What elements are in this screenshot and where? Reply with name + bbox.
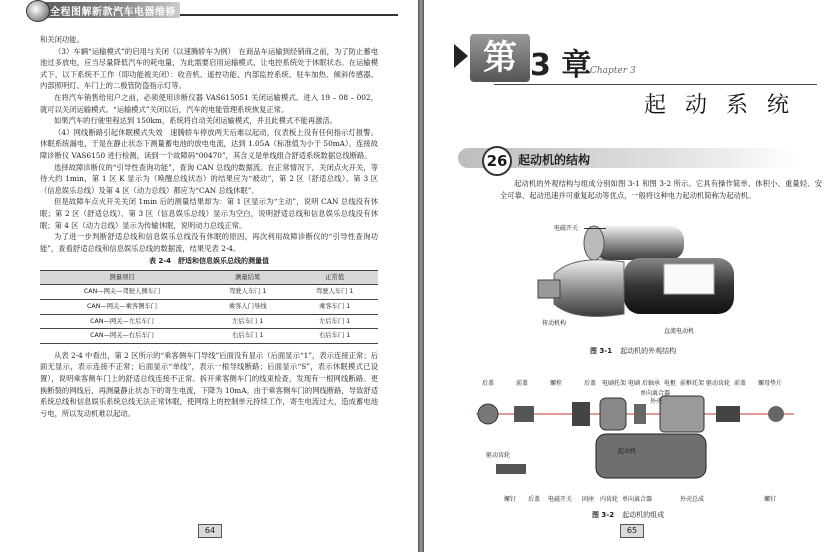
- fig-label: 驱动齿轮: [706, 380, 731, 387]
- section-number: 26: [482, 146, 512, 176]
- table-cell: 驾驶人车门 1: [204, 285, 291, 300]
- figure-caption-text: 起动机的组成: [622, 511, 665, 519]
- fig-label: 螺母垫片: [758, 380, 783, 387]
- chapter-title: 起 动 系 统: [644, 93, 795, 118]
- paragraph: 如果汽车的行驶里程达到 150km，系统将自动关闭运输模式，并且此模式不能再激活。: [54, 116, 337, 126]
- table-header: 测量结果: [204, 270, 291, 285]
- fig-label: 内齿轮: [600, 496, 619, 503]
- fig-label: 前盖: [516, 380, 529, 387]
- paragraph: 选择故障诊断仪的“引导性查询功能”，查询 CAN 总线的数据流。在正常情况下，关闭点火开关，等待大约 1min，第 1 区 K 显示为（唤醒总线状态）的结果应为“被动”，第 2 区（舒适总线）、第 3 区（信息娱乐总线）及第 4 区（动力总线）都应为“CAN 总线休眠”。: [40, 162, 378, 195]
- table-header: 正常值: [291, 270, 378, 285]
- frame-part: [660, 396, 704, 432]
- paragraph: 从表 2-4 中看出，第 2 区所示的“乘客侧车门导线”后面没有显示（后面显示“1”，表示连接正常；后面无显示，表示连接不正常；后面显示“单线”，表示一根导线断路；后面显示“S”，表示休眠模式已设置），说明乘客侧车门上的舒适总线连接不正常。拆开乘客侧车门的线束检查，发现有一根网线断路。更换断裂的网线后，再测量静止状态下的寄生电流，下降为 10mA。由于乘客侧车门的网线断路，导致舒适系统总线和信息娱乐系统总线无法正常休眠，使网络上的控制单元持续工作，寄生电流过大，造成蓄电池亏电，所以发动机难以起动。: [40, 350, 378, 418]
- fig-label: 前框托架: [680, 380, 705, 387]
- figure-caption: [592, 510, 664, 520]
- fig-label: 后盖: [482, 380, 495, 387]
- left-page: [0, 0, 418, 552]
- fig-label: 单向离合器: [640, 390, 671, 397]
- running-header: [0, 0, 418, 22]
- header-rule: [180, 14, 398, 16]
- table-cell: 乘客人门导线: [204, 300, 291, 315]
- fig-label: 前盖: [734, 380, 747, 387]
- table-cell: 右后车门 1: [291, 329, 378, 344]
- solenoid-body: [594, 226, 684, 260]
- fig-label: 外壳总成: [680, 496, 705, 503]
- fig-label: 螺钉: [504, 496, 517, 503]
- fig-label: 螺栓: [550, 380, 563, 387]
- table-cell: CAN—网关—驾驶人侧车门: [40, 285, 204, 300]
- left-body-text: [40, 34, 378, 419]
- paragraph: 和关闭功能。: [40, 35, 84, 44]
- solenoid-end: [584, 226, 604, 260]
- car-logo-icon: [26, 0, 50, 22]
- chapter-rule: [494, 84, 817, 85]
- figure-caption-text: 起动机的外观结构: [620, 347, 677, 355]
- paragraph: 在将汽车销售给用户之前，必须使用诊断仪器 VAS615051 关闭运输模式。进入 19 – 08 – 002，就可以关闭运输模式。“运输模式”关闭以后，汽车的电能管理系统恢复正常。: [40, 92, 378, 114]
- fig-label: 传动机构: [542, 320, 567, 327]
- paragraph: 但是故障车点火开关关闭 1min 后的测量结果却为：第 1 区显示为“主动”，说明 CAN 总线没有休眠；第 2 区（舒适总线）、第 3 区（信息娱乐总线）显示为空白，说明舒适总线和信息娱乐总线没有休眠；第 4 区（动力总线）显示为传输休眠，说明动力总线正常。: [40, 197, 378, 230]
- table-cell: 乘客车门 1: [291, 300, 378, 315]
- section-title: 起动机的结构: [518, 153, 591, 167]
- paragraph: 为了进一步判断舒适总线和信息娱乐总线没有休眠的原因，再次利用故障诊断仪的“引导性查询功能”，查看舒适总线和信息娱乐总线的数据流，结果见表 2-4。: [40, 232, 378, 253]
- paragraph: （3）车辆“运输模式”的启用与关闭（以速腾轿车为例） 在商品车运输到经销商之前，为了防止蓄电池过多放电，应当尽量降低汽车的耗电量，为此需要启用运输模式，让电控系统处于休眠状态。在运输模式下，以下系统不工作（即功能被关闭）：收音机、遥控功能、内部监控系统、驻车加热、倾斜传感器、内部照明灯、车门上的二极管防盗指示灯等。: [40, 46, 378, 91]
- table-cell: CAN—网关—左后车门: [40, 314, 204, 329]
- page-number: 65: [620, 524, 644, 538]
- fig-label: 电刷托架: [602, 380, 627, 387]
- screw-part: [496, 464, 526, 474]
- fig-label: 螺钉: [764, 496, 777, 503]
- drive-housing: [554, 260, 624, 317]
- chapter-arrow-icon: [454, 44, 468, 68]
- motor-assembly: [596, 434, 706, 478]
- leader-line: [584, 228, 606, 229]
- chapter-char-box: 第: [470, 34, 530, 82]
- fig-label: 电枢: [664, 380, 677, 387]
- table-cell: CAN—网关—右后车门: [40, 329, 204, 344]
- nut-washer-part: [768, 406, 784, 422]
- fig-label: 后盖: [584, 380, 597, 387]
- fig-label: 后盖: [528, 496, 541, 503]
- chapter-number: 3 章: [530, 48, 592, 83]
- fig-label: 直流电动机: [664, 328, 695, 335]
- rear-cover-part: [478, 404, 498, 424]
- table-cell: CAN—网关—乘客侧车门: [40, 300, 204, 315]
- table-cell: 左后车门 1: [291, 314, 378, 329]
- table-header: 测量项目: [40, 270, 204, 285]
- figure-number: 图 3-1: [590, 347, 613, 355]
- fig-label: 固座: [582, 496, 595, 503]
- bearing-part: [634, 404, 646, 424]
- fig-label: 单向离合器: [622, 496, 653, 503]
- starter-exploded-diagram: [476, 374, 794, 498]
- brush-holder-part: [572, 402, 590, 426]
- pinion-part: [716, 406, 740, 422]
- section-intro: [500, 178, 822, 201]
- table-cell: 驾驶人车门 1: [291, 285, 378, 300]
- measurement-table: [40, 270, 378, 344]
- figure-caption: [590, 346, 676, 356]
- fig-label: 电刷: [628, 380, 641, 387]
- starter-motor-photo: [534, 214, 754, 344]
- fig-label: 后轴承: [642, 380, 661, 387]
- table-caption: 表 2-4 舒适和信息娱乐总线的测量值: [148, 257, 270, 266]
- table-header-row: [40, 270, 378, 285]
- chapter-english: Chapter 3: [590, 66, 636, 76]
- front-cover-part: [514, 406, 534, 422]
- fig-label: 外壳: [650, 398, 663, 405]
- header-title: 全程图解新款汽车电器维修: [50, 7, 176, 18]
- table-row: [40, 314, 378, 329]
- fig-label: 电磁开关: [554, 225, 579, 232]
- table-cell: 左后车门 1: [204, 314, 291, 329]
- paragraph: 起动机的外观结构与组成分别如图 3-1 和图 3-2 所示。它具有操作简单、体积小、重量轻、安全可靠、起动迅速并可重复起动等优点，一般将这种电力起动机简称为起动机。: [500, 179, 822, 200]
- table-row: [40, 329, 378, 344]
- fig-label: 起动机: [618, 448, 637, 455]
- figure-number: 图 3-2: [592, 511, 615, 519]
- table-row: [40, 300, 378, 315]
- fig-label: 驱动齿轮: [486, 452, 511, 459]
- table-row: [40, 285, 378, 300]
- pinion: [538, 280, 560, 298]
- right-page: [424, 0, 837, 552]
- table-cell: 右后车门 1: [204, 329, 291, 344]
- label-plate: [664, 264, 714, 294]
- fig-label: 电磁开关: [548, 496, 573, 503]
- paragraph: （4）网线断路引起休眠模式失效 速腾轿车停放两天后难以起动，仪表板上没有任何指示灯报警。休眠系统漏电，于是在静止状态下测量蓄电池的放电电流，达到 1.05A（标准值为小于 50mA）。连接故障诊断仪 VAS6150 进行检测，读到一个故障码“00470”，其含义是单线组合舒适系统数据总线断路。: [40, 127, 378, 160]
- armature-part: [600, 398, 626, 430]
- page-number: 64: [198, 524, 222, 538]
